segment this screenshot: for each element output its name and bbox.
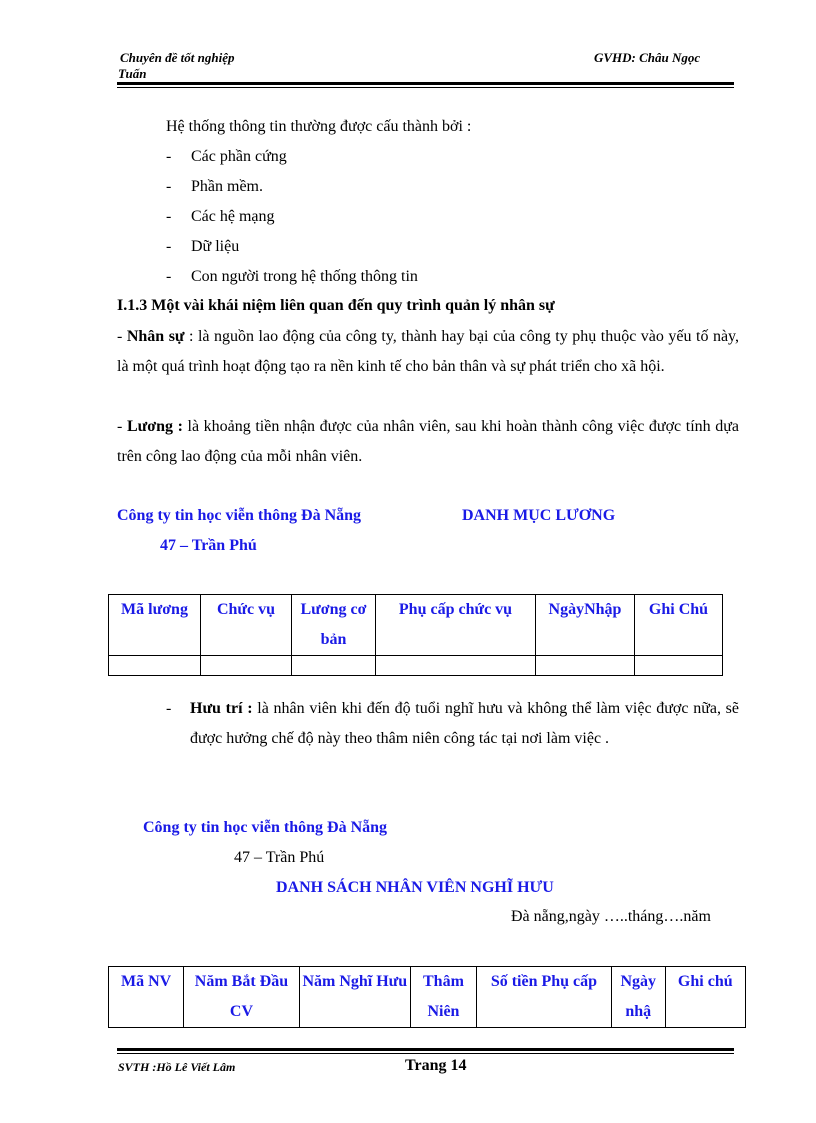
list-item: Dữ liệu (191, 238, 240, 255)
retire-table (108, 966, 746, 1028)
list-item: Các phần cứng (191, 148, 287, 165)
table-cell (376, 656, 536, 676)
table-row (109, 656, 723, 676)
term-huutri: Hưu trí : (190, 700, 253, 717)
section-heading: I.1.3 Một vài khái niệm liên quan đến quy trình quản lý nhân sự (117, 297, 555, 314)
list-item: Các hệ mạng (191, 208, 275, 225)
paragraph-huutri (190, 694, 739, 754)
bullet-dash: - (166, 178, 172, 195)
term-luong: Lương : (126, 418, 183, 435)
header-title (118, 50, 235, 82)
definition-huutri: là nhân viên khi đến độ tuổi nghĩ hưu và không thể làm việc được nữa, sẽ được hưởng chế độ này theo thâm niên công tác tại nơi làm việc . (190, 700, 740, 747)
salary-table-title: DANH MỤC LƯƠNG (462, 507, 616, 524)
footer-rule-thick (117, 1048, 734, 1051)
paragraph-luong: - Lương : là khoảng tiền nhận được của nhân viên, sau khi hoàn thành công việc được tính dựa trên công lao động của mỗi nhân viên. (117, 418, 740, 465)
list-item: Phần mềm. (191, 178, 263, 195)
column-header: Mã NV (109, 967, 184, 1028)
paragraph-nhansu: - Nhân sự : là nguồn lao động của công ty, thành hay bại của công ty phụ thuộc vào yếu tố này, là một quá trình hoạt động tạo ra nền kinh tế cho bản thân và sự phát triển cho xã hội. (117, 328, 740, 375)
table-header-row (109, 967, 746, 1028)
column-header: Ngày nhậ (611, 967, 665, 1028)
definition-nhansu: : là nguồn lao động của công ty, thành hay bại của công ty phụ thuộc vào yếu tố này, là một quá trình hoạt động tạo ra nền kinh tế cho bản thân và sự phát triển cho xã hội. (117, 328, 740, 375)
bullet-dash: - (166, 148, 172, 165)
term-nhansu: Nhân sự (126, 328, 185, 345)
bullet-dash: - (166, 208, 172, 225)
column-header: Số tiền Phụ cấp (476, 967, 611, 1028)
header-title-line2: Tuấn (118, 66, 147, 81)
bullet-dash: - (166, 238, 172, 255)
header-rule-thick (117, 82, 734, 85)
intro-lead: Hệ thống thông tin thường được cấu thành bởi : (166, 118, 472, 135)
column-header: Mã lương (109, 595, 201, 656)
column-header: Thâm Niên (410, 967, 476, 1028)
page-number: Trang 14 (405, 1057, 467, 1074)
footer-rule-thin (117, 1053, 734, 1054)
column-header: NgàyNhập (536, 595, 635, 656)
column-header: Chức vụ (201, 595, 292, 656)
salary-company-address: 47 – Trần Phú (160, 537, 257, 554)
header-rule-thin (117, 87, 734, 88)
table-cell (292, 656, 376, 676)
bullet-dash: - (166, 268, 172, 285)
column-header: Phụ cấp chức vụ (376, 595, 536, 656)
retire-table-title: DANH SÁCH NHÂN VIÊN NGHĨ HƯU (276, 879, 554, 896)
header-advisor: GVHD: Châu Ngọc (594, 50, 701, 65)
table-header-row (109, 595, 723, 656)
table-cell (635, 656, 723, 676)
definition-luong: là khoảng tiền nhận được của nhân viên, sau khi hoàn thành công việc được tính dựa trên công lao động của mỗi nhân viên. (117, 418, 740, 465)
column-header: Lương cơ bản (292, 595, 376, 656)
column-header: Năm Bắt Đầu CV (184, 967, 299, 1028)
column-header: Ghi chú (665, 967, 745, 1028)
footer-author: SVTH :Hồ Lê Viết Lâm (118, 1060, 236, 1074)
column-header: Năm Nghĩ Hưu (299, 967, 410, 1028)
list-item: Con người trong hệ thống thông tin (191, 268, 418, 285)
bullet-dash: - (166, 700, 172, 717)
retire-company-name: Công ty tin học viễn thông Đà Nẵng (143, 819, 388, 836)
header-title-line1: Chuyên đề tốt nghiệp (120, 50, 235, 65)
retire-date-line: Đà nẵng,ngày …..tháng….năm (511, 908, 711, 925)
retire-company-address: 47 – Trần Phú (234, 849, 325, 866)
table-cell (201, 656, 292, 676)
table-cell (536, 656, 635, 676)
salary-company-name: Công ty tin học viễn thông Đà Nẵng (117, 507, 362, 524)
salary-table (108, 594, 723, 676)
table-cell (109, 656, 201, 676)
column-header: Ghi Chú (635, 595, 723, 656)
